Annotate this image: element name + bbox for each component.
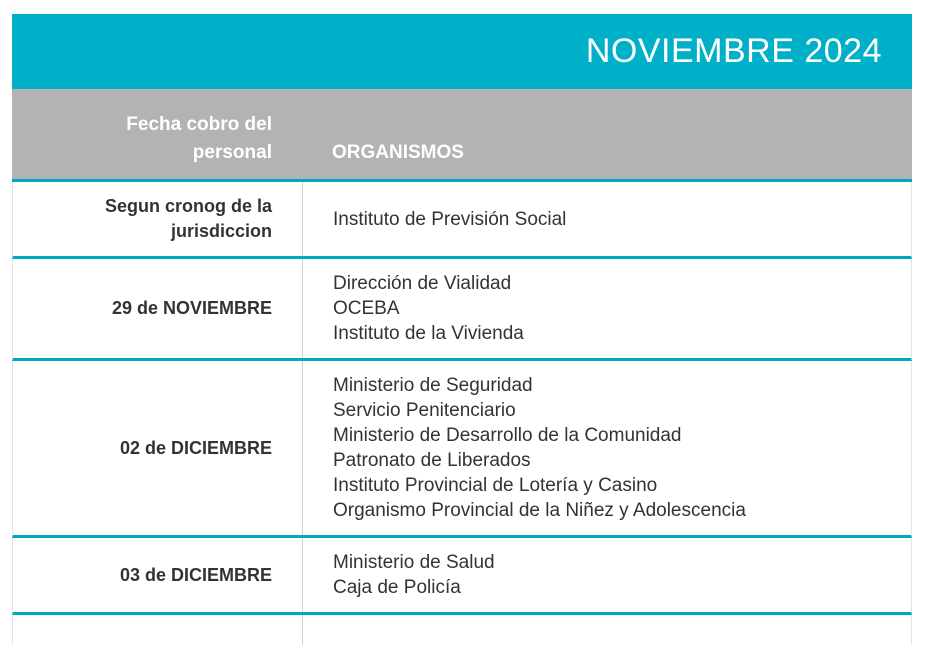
organismo-item: Dirección de Vialidad bbox=[333, 273, 512, 294]
page-title: NOVIEMBRE 2024 bbox=[585, 32, 882, 70]
date-cell bbox=[13, 259, 303, 358]
date-line2: jurisdiccion bbox=[170, 221, 272, 241]
date-line1: Segun cronog de la bbox=[104, 196, 272, 216]
organismo-item: OCEBA bbox=[333, 298, 400, 319]
organismo-item: Ministerio de Desarrollo de la Comunidad bbox=[333, 425, 682, 446]
organismo-item: Instituto de Previsión Social bbox=[333, 208, 567, 230]
organismo-item: Ministerio de Salud bbox=[333, 552, 495, 573]
organismos-cell bbox=[303, 361, 911, 535]
date-cell bbox=[13, 615, 303, 645]
table-row bbox=[12, 259, 912, 361]
organismo-item: Patronato de Liberados bbox=[333, 450, 531, 471]
organismo-item: Ministerio de Seguridad bbox=[333, 375, 533, 396]
table-header bbox=[12, 89, 912, 182]
organismo-item: Caja de Policía bbox=[333, 577, 461, 598]
date-cell bbox=[13, 538, 303, 612]
header-organismos-column: ORGANISMOS bbox=[332, 142, 464, 163]
date-line1: 29 de NOVIEMBRE bbox=[111, 298, 272, 318]
header-date-line1: Fecha cobro del bbox=[126, 114, 272, 135]
table-row bbox=[12, 361, 912, 538]
organismos-cell bbox=[303, 259, 911, 358]
organismo-item: Organismo Provincial de la Niñez y Adolescencia bbox=[333, 500, 746, 521]
organismo-item: Servicio Penitenciario bbox=[333, 400, 516, 421]
header-date-column bbox=[12, 89, 302, 179]
date-cell bbox=[13, 361, 303, 535]
organismo-item: Instituto Provincial de Lotería y Casino bbox=[333, 475, 658, 496]
header-date-line2: personal bbox=[192, 142, 272, 163]
organismos-cell bbox=[303, 538, 911, 612]
organismos-cell bbox=[303, 182, 911, 256]
date-line1: 03 de DICIEMBRE bbox=[119, 564, 272, 585]
date-cell bbox=[13, 182, 303, 256]
table-row-partial bbox=[12, 615, 912, 645]
table-row bbox=[12, 182, 912, 259]
table-row bbox=[12, 538, 912, 615]
title-bar bbox=[12, 14, 912, 89]
payment-schedule-table bbox=[12, 14, 912, 645]
date-line1: 02 de DICIEMBRE bbox=[119, 437, 272, 458]
organismo-item: Instituto de la Vivienda bbox=[333, 323, 524, 344]
organismos-cell bbox=[303, 615, 911, 645]
